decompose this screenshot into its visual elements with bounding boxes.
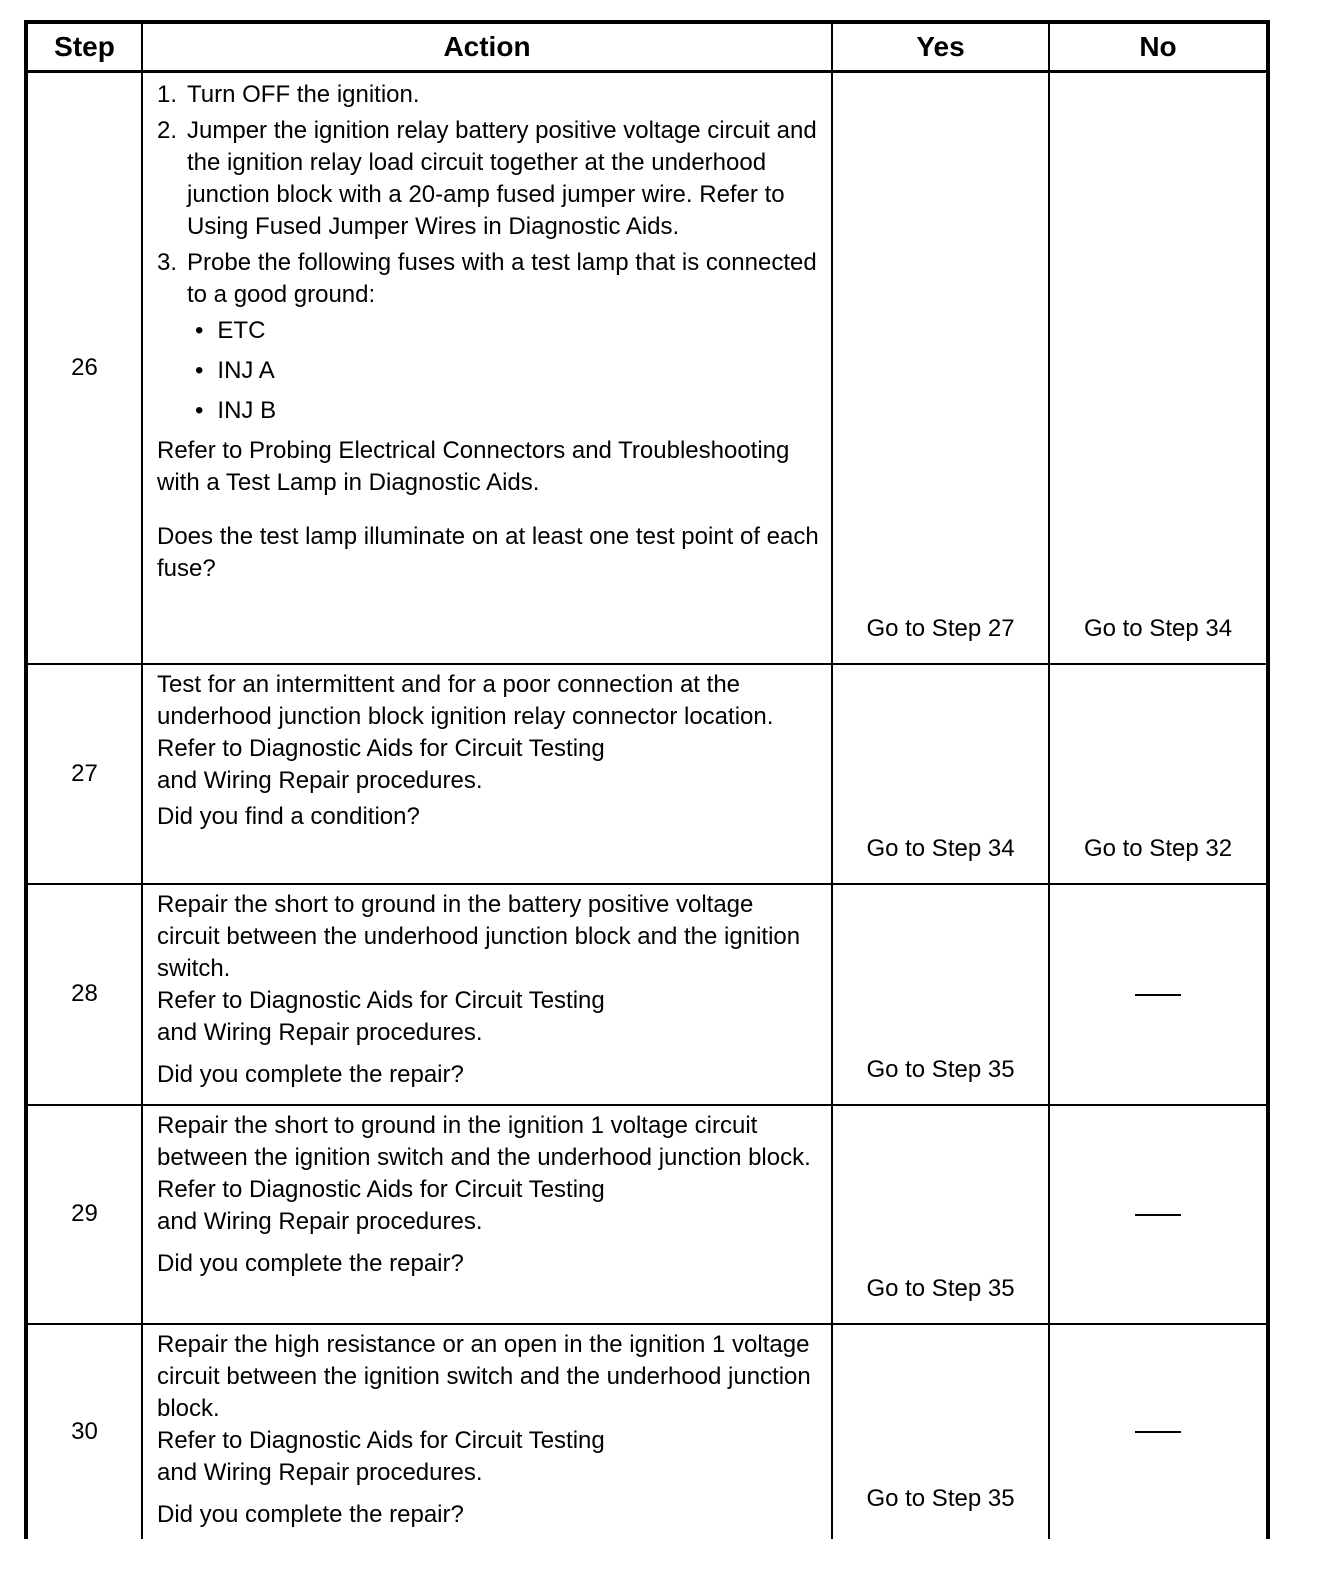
header-row bbox=[26, 22, 1268, 72]
yes-cell: Go to Step 35 bbox=[832, 884, 1049, 1105]
table-row bbox=[26, 1324, 1268, 1539]
yes-cell: Go to Step 35 bbox=[832, 1105, 1049, 1324]
diagnostic-table bbox=[24, 20, 1270, 1539]
reference-note: Refer to Diagnostic Aids for Circuit Testing and Wiring Repair procedures. bbox=[157, 1426, 605, 1486]
action-text: Repair the short to ground in the ignition 1 voltage circuit between the ignition switch and the underhood junction block. bbox=[157, 1111, 811, 1171]
header-step: Step bbox=[26, 22, 142, 72]
reference-note: Refer to Diagnostic Aids for Circuit Testing and Wiring Repair procedures. bbox=[157, 734, 605, 794]
numbered-step bbox=[157, 79, 819, 111]
numbered-step bbox=[157, 115, 819, 243]
dash-mark bbox=[1135, 1214, 1181, 1216]
step-text: Jumper the ignition relay battery positive voltage circuit and the ignition relay load circuit together at the underhood junction block with a 20-amp fused jumper wire. Refer to Using Fused Jumper Wires in Diagnostic Aids. bbox=[187, 117, 817, 240]
bullet-item: • INJ A bbox=[157, 355, 819, 387]
no-cell bbox=[1049, 1105, 1268, 1324]
action-cell bbox=[142, 1324, 832, 1539]
question: Did you complete the repair? bbox=[157, 1249, 464, 1277]
step-index: 2. bbox=[157, 117, 178, 144]
action-text: Repair the high resistance or an open in the ignition 1 voltage circuit between the ignition switch and the underhood junction block. bbox=[157, 1330, 811, 1422]
no-cell bbox=[1049, 884, 1268, 1105]
step-index: 1. bbox=[157, 81, 178, 108]
bullet-item: • ETC bbox=[157, 315, 819, 347]
header-action: Action bbox=[142, 22, 832, 72]
step-text: Probe the following fuses with a test lamp that is connected to a good ground: bbox=[187, 249, 817, 308]
yes-cell: Go to Step 34 bbox=[832, 664, 1049, 884]
yes-cell: Go to Step 27 bbox=[832, 72, 1049, 664]
action-cell bbox=[142, 884, 832, 1105]
numbered-step bbox=[157, 247, 819, 311]
question: Did you complete the repair? bbox=[157, 1500, 464, 1528]
header-yes: Yes bbox=[832, 22, 1049, 72]
no-cell bbox=[1049, 1324, 1268, 1539]
table-row bbox=[26, 884, 1268, 1105]
dash-mark bbox=[1135, 994, 1181, 996]
no-cell: Go to Step 34 bbox=[1049, 72, 1268, 664]
step-number: 27 bbox=[26, 664, 142, 884]
table-row bbox=[26, 664, 1268, 884]
action-text: Repair the short to ground in the battery positive voltage circuit between the underhood junction block and the ignition switch. bbox=[157, 890, 801, 982]
reference-note: Refer to Probing Electrical Connectors and Troubleshooting with a Test Lamp in Diagnostic Aids. bbox=[157, 437, 790, 496]
table-row bbox=[26, 1105, 1268, 1324]
no-cell: Go to Step 32 bbox=[1049, 664, 1268, 884]
step-text: Turn OFF the ignition. bbox=[187, 81, 420, 108]
step-index: 3. bbox=[157, 249, 178, 276]
action-cell bbox=[142, 72, 832, 664]
reference-note: Refer to Diagnostic Aids for Circuit Testing and Wiring Repair procedures. bbox=[157, 1175, 605, 1235]
yes-cell: Go to Step 35 bbox=[832, 1324, 1049, 1539]
table-row bbox=[26, 72, 1268, 664]
step-number: 30 bbox=[26, 1324, 142, 1539]
question: Did you find a condition? bbox=[157, 802, 420, 830]
question: Did you complete the repair? bbox=[157, 1060, 464, 1088]
step-number: 28 bbox=[26, 884, 142, 1105]
action-cell bbox=[142, 664, 832, 884]
step-number: 29 bbox=[26, 1105, 142, 1324]
dash-mark bbox=[1135, 1431, 1181, 1433]
step-number: 26 bbox=[26, 72, 142, 664]
bullet-item: • INJ B bbox=[157, 395, 819, 427]
action-cell bbox=[142, 1105, 832, 1324]
header-no: No bbox=[1049, 22, 1268, 72]
question: Does the test lamp illuminate on at least one test point of each fuse? bbox=[157, 523, 819, 582]
reference-note: Refer to Diagnostic Aids for Circuit Testing and Wiring Repair procedures. bbox=[157, 986, 605, 1046]
action-text: Test for an intermittent and for a poor connection at the underhood junction block ignition relay connector location. bbox=[157, 670, 774, 730]
